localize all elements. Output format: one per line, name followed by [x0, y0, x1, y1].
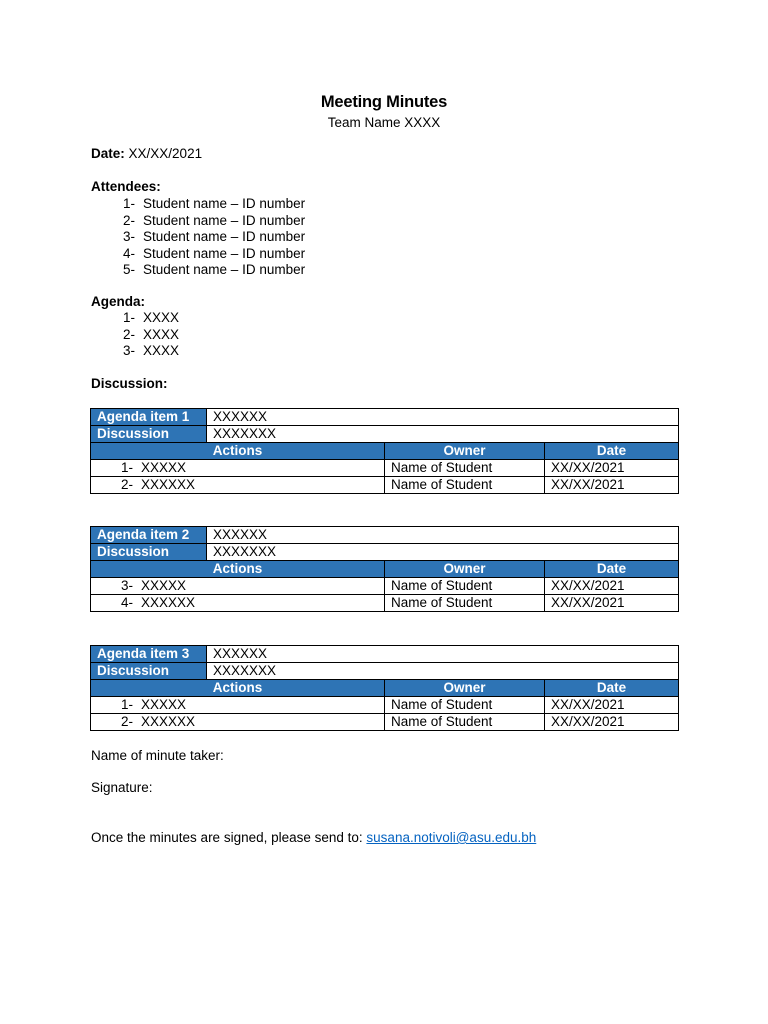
action-cell: 2- XXXXXX: [91, 477, 385, 494]
list-item: 1- Student name – ID number: [122, 196, 306, 211]
column-header-date: Date: [545, 443, 679, 460]
column-header-owner: Owner: [385, 561, 545, 578]
date-cell: XX/XX/2021: [545, 477, 679, 494]
action-cell: 3- XXXXX: [91, 578, 385, 595]
list-item: 3- XXXX: [122, 343, 180, 358]
signature-line: Signature:: [91, 780, 153, 795]
agenda-item-label: Agenda item 1: [91, 409, 207, 426]
discussion-cell-value: XXXXXXX: [207, 544, 679, 561]
column-header-actions: Actions: [91, 443, 385, 460]
action-cell: 1- XXXXX: [91, 697, 385, 714]
minute-taker-line: Name of minute taker:: [91, 748, 224, 763]
agenda-item-table-1: [90, 408, 679, 494]
discussion-label: Discussion:: [91, 376, 168, 391]
list-item: 5- Student name – ID number: [122, 262, 306, 277]
agenda-item-table-2: [90, 526, 679, 612]
agenda-item-value: XXXXXX: [207, 527, 679, 544]
owner-cell: Name of Student: [385, 714, 545, 731]
column-header-owner: Owner: [385, 443, 545, 460]
discussion-cell-value: XXXXXXX: [207, 426, 679, 443]
owner-cell: Name of Student: [385, 578, 545, 595]
list-item: 4- Student name – ID number: [122, 245, 306, 261]
send-instructions: [91, 830, 536, 845]
table-row: [91, 460, 679, 477]
page-title: Meeting Minutes: [320, 93, 448, 111]
action-cell: 2- XXXXXX: [91, 714, 385, 731]
column-header-date: Date: [545, 561, 679, 578]
attendees-list: [91, 196, 305, 279]
table-row: [91, 477, 679, 494]
column-header-actions: Actions: [91, 680, 385, 697]
discussion-cell-label: Discussion: [91, 426, 207, 443]
table-row: [91, 714, 679, 731]
action-cell: 1- XXXXX: [91, 460, 385, 477]
date-label: Date:: [91, 146, 125, 161]
owner-cell: Name of Student: [385, 595, 545, 612]
team-name: Team Name XXXX: [327, 115, 441, 130]
agenda-list: [91, 310, 179, 360]
table-row: [91, 578, 679, 595]
action-cell: 4- XXXXXX: [91, 595, 385, 612]
owner-cell: Name of Student: [385, 460, 545, 477]
date-cell: XX/XX/2021: [545, 595, 679, 612]
owner-cell: Name of Student: [385, 697, 545, 714]
date-cell: XX/XX/2021: [545, 460, 679, 477]
owner-cell: Name of Student: [385, 477, 545, 494]
date-cell: XX/XX/2021: [545, 697, 679, 714]
agenda-item-table-3: [90, 645, 679, 731]
email-link[interactable]: susana.notivoli@asu.edu.bh: [366, 830, 537, 845]
column-header-actions: Actions: [91, 561, 385, 578]
column-header-owner: Owner: [385, 680, 545, 697]
agenda-item-label: Agenda item 3: [91, 646, 207, 663]
list-item: 2- Student name – ID number: [122, 212, 306, 228]
table-row: [91, 697, 679, 714]
discussion-cell-value: XXXXXXX: [207, 663, 679, 680]
list-item: 2- XXXX: [122, 326, 180, 342]
discussion-cell-label: Discussion: [91, 544, 207, 561]
list-item: 3- Student name – ID number: [122, 229, 306, 244]
date-cell: XX/XX/2021: [545, 714, 679, 731]
column-header-date: Date: [545, 680, 679, 697]
agenda-label: Agenda:: [91, 294, 145, 309]
date-cell: XX/XX/2021: [545, 578, 679, 595]
date-line: [91, 146, 202, 161]
send-text: Once the minutes are signed, please send to:: [91, 830, 367, 845]
agenda-item-value: XXXXXX: [207, 646, 679, 663]
date-value: XX/XX/2021: [128, 146, 203, 161]
attendees-label: Attendees:: [91, 179, 161, 194]
discussion-cell-label: Discussion: [91, 663, 207, 680]
agenda-item-value: XXXXXX: [207, 409, 679, 426]
list-item: 1- XXXX: [122, 310, 180, 325]
agenda-item-label: Agenda item 2: [91, 527, 207, 544]
table-row: [91, 595, 679, 612]
